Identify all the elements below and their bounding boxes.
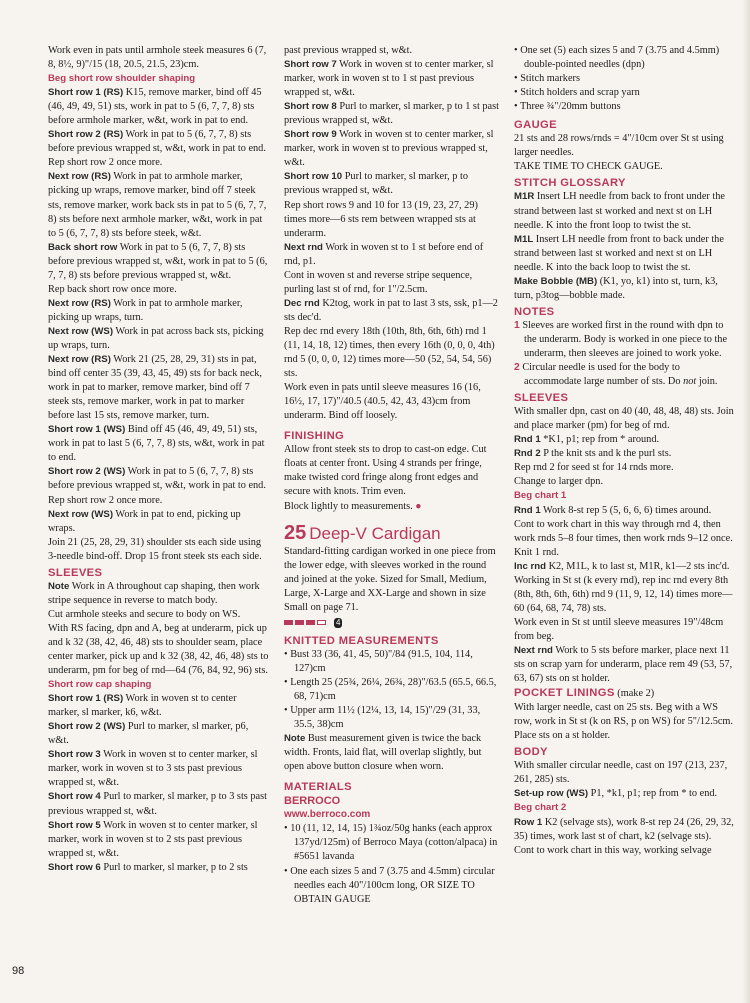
term-label: M1R: [514, 191, 535, 203]
step-label: Next rnd: [284, 241, 323, 253]
paragraph: Rep dec rnd every 18th (10th, 8th, 6th, 6th) rnd 1 (11, 14, 18, 12) times, then every 16th (0, 0, 0, 4th) rnd 5 (0, 0, 0, 12) times more—50 (52, 54, 54, 56) sts.: [284, 325, 495, 380]
step-text: P the knit sts and k the purl sts.: [543, 448, 672, 460]
step-label: Short row 1 (RS): [48, 87, 124, 99]
instruction: [514, 560, 736, 574]
instruction: [48, 241, 270, 283]
paragraph: Working in St st (k every rnd), rep inc rnd every 8th (8th, 8th, 6th, 6th) rnd 9 (11, 9, 12, 14) times more—60 (64, 68, 74, 78) sts.: [514, 574, 733, 614]
block-text: Block lightly to measurements.: [284, 500, 413, 512]
step-text: Work in woven st to center marker, sl marker, work in woven st to previous wrapped st, w&t.: [284, 129, 494, 169]
instruction: [48, 325, 270, 353]
step-text: Work in woven st to 1 st before end of rnd, p1.: [284, 241, 484, 267]
step-text: Purl to marker, sl marker, p to previous wrapped st, w&t.: [284, 171, 468, 197]
paragraph: Work even in pats until sleeve measures 16 (16, 16½, 17, 17)"/40.5 (40.5, 42, 43, 43)cm from underarm. Bind off loosely.: [284, 382, 481, 422]
paragraph: Rep short row 2 once more.: [48, 157, 163, 169]
heading-pocket-linings: POCKET LININGS: [514, 687, 615, 700]
paragraph: With smaller dpn, cast on 40 (40, 48, 48, 48) sts. Join and place marker (pm) for beg of rnd.: [514, 406, 734, 432]
list-text: Stitch holders and scrap yarn: [520, 87, 640, 99]
glossary-item: [514, 233, 736, 275]
instruction: [48, 692, 270, 720]
pattern-title: [284, 522, 502, 545]
step-text: Work in woven st to center marker, sl marker, work in woven st to 3 sts past previous wrapped st, w&t.: [48, 749, 258, 789]
list-text: One set (5) each sizes 5 and 7 (3.75 and 4.5mm) double-pointed needles (dpn): [520, 45, 720, 71]
list-text: Stitch markers: [520, 73, 580, 85]
paragraph: Allow front steek sts to drop to cast-on edge. Cut floats at center front. Using 4 strands per fringe, make twisted cord fringe along front edges and secure with knots. Trim even.: [284, 444, 487, 498]
page-number: 98: [12, 965, 25, 977]
heading-notes: NOTES: [514, 305, 555, 318]
list-item: • Three ¾"/20mm buttons: [514, 101, 621, 113]
step-label: Next row (RS): [48, 297, 111, 309]
step-label: Short row 8: [284, 101, 337, 113]
step-text: K2, M1L, k to last st, M1R, k1—2 sts inc'd.: [548, 560, 730, 572]
instruction: [514, 447, 736, 461]
note-text: Bust measurement given is twice the back width. Fronts, laid flat, will overlap slightly, but open above button closure when worn.: [284, 733, 482, 773]
column-2: [284, 44, 502, 907]
step-text: *K1, p1; rep from * around.: [543, 434, 660, 446]
step-text: K2 (selvage sts), work 8-st rep 24 (26, 29, 32, 35) times, work last st of chart, k2 (selvage sts).: [514, 816, 734, 842]
instruction: [284, 128, 502, 170]
paragraph: past previous wrapped st, w&t.: [284, 45, 413, 56]
paragraph: Work even in pats until armhole steek measures 6 (7, 8, 8½, 9)"/15 (18, 20.5, 21.5, 23)cm.: [48, 45, 267, 71]
difficulty-meter: [284, 618, 502, 628]
list-item: • 10 (11, 12, 14, 15) 1¾oz/50g hanks (each approx 137yd/125m) of Berroco Maya (cotton/alpaca) in #5651 lavanda: [284, 823, 498, 863]
paragraph: Join 21 (25, 28, 29, 31) shoulder sts each side using 3-needle bind-off. Drop 15 front steek sts each side.: [48, 536, 262, 562]
list-item: • Stitch holders and scrap yarn: [514, 87, 640, 99]
brand-name: BERROCO: [284, 795, 341, 808]
instruction: [284, 297, 502, 325]
step-text: Work to 5 sts before marker, place next 11 sts on scrap yarn for underarm, place rem 49 (53, 57, 63, 67) sts on st holder.: [514, 644, 733, 685]
step-label: Short row 4: [48, 791, 101, 803]
note: [48, 580, 270, 608]
step-text: Work in woven st to center marker, sl marker, work in woven st to 1 st past previous wrapped st, w&t.: [284, 59, 494, 99]
subheading-beg-chart-2: Beg chart 2: [514, 802, 567, 814]
column-3: [514, 44, 736, 858]
term-text: Insert LH needle from front to back under the strand between last st worked and next st on LH needle. K into the back loop to twist the st.: [514, 233, 724, 273]
skill-level-badge: 4: [336, 617, 341, 627]
difficulty-segment-icon: [284, 620, 293, 625]
paragraph: With larger needle, cast on 25 sts. Beg with a WS row, work in St st (k on RS, p on WS) for 5"/12.5cm. Place sts on a st holder.: [514, 702, 734, 742]
step-label: Short row 5: [48, 819, 101, 831]
pattern-number: 25: [284, 521, 307, 544]
step-label: Short row 1 (WS): [48, 424, 126, 436]
paragraph: TAKE TIME TO CHECK GAUGE.: [514, 161, 663, 173]
step-text: Work in pat to armhole marker, picking up wraps, turn.: [48, 297, 243, 323]
paragraph: Cont to work chart in this way through rnd 4, then work rnds 5–8 four times, then work rnds 9–12 once. Knit 1 rnd.: [514, 518, 733, 558]
list-item: • Length 25 (25¾, 26¼, 26¾, 28)"/63.5 (65.5, 66.5, 68, 71)cm: [284, 676, 497, 702]
step-text: Work in woven st to center marker, sl marker, work in woven st to 2 sts past previous wrapped st, w&t.: [48, 819, 258, 859]
step-label: Next rnd: [514, 644, 553, 656]
instruction: [514, 504, 736, 518]
term-label: M1L: [514, 233, 534, 245]
list-text: Three ¾"/20mm buttons: [520, 101, 621, 113]
list-text: Length 25 (25¾, 26¼, 26¾, 28)"/63.5 (65.5, 66.5, 68, 71)cm: [290, 676, 497, 702]
term-label: Make Bobble (MB): [514, 275, 598, 287]
step-text: Work in pat to 5 (6, 7, 7, 8) sts before previous wrapped st, w&t, work in pat to 5 (6, 7, 7, 8) sts before previous wrapped st, w&t.: [48, 241, 268, 281]
paragraph: Work even in St st until sleeve measures 19"/48cm from beg.: [514, 616, 724, 642]
paragraph: Rep short row 2 once more.: [48, 494, 163, 506]
step-label: Back short row: [48, 241, 118, 253]
instruction: [284, 100, 502, 128]
paragraph: With RS facing, dpn and A, beg at underarm, pick up and k 32 (38, 42, 46, 48) sts to shoulder seam, place center marker, pick up and k 32 (38, 42, 46, 48) sts to underarm, pm for beg of rnd—64 (76, 84, 92, 96) sts.: [48, 622, 269, 677]
step-label: Next row (RS): [48, 171, 111, 183]
page-edge-shadow: [742, 0, 750, 1003]
pattern-name: Deep-V Cardigan: [309, 523, 441, 543]
heading-sleeves: SLEEVES: [48, 566, 103, 579]
step-label: Short row 2 (RS): [48, 129, 124, 141]
instruction: [48, 720, 270, 748]
paragraph: [284, 500, 502, 514]
heading-measurements: KNITTED MEASUREMENTS: [284, 634, 439, 647]
note-text: Sleeves are worked first in the round with dpn to the underarm. Body is worked in one piece to the underarm, then sleeves are joined to work yoke.: [522, 319, 728, 359]
instruction: [284, 170, 502, 198]
subheading-beg-chart-1: Beg chart 1: [514, 490, 567, 502]
instruction: [48, 170, 270, 240]
instruction: [48, 861, 270, 875]
pocket-make: (make 2): [617, 688, 655, 700]
step-text: K15, remove marker, bind off 45 (46, 49, 49, 51) sts, work in pat to 5 (6, 7, 7, 8) sts before armhole marker, w&t, work in pat to end.: [48, 87, 262, 127]
list-item: • Stitch markers: [514, 73, 580, 85]
note-item: [514, 319, 736, 361]
paragraph: Rep short rows 9 and 10 for 13 (19, 23, 27, 29) times more—6 sts rem between wrapped sts at underarm.: [284, 199, 478, 239]
step-text: Work in pat to armhole marker, picking up wraps, remove marker, bind off 7 steek sts, remove marker, work back sts in pat to 5 (6, 7, 7, 8) sts before next armhole marker, w&t, work in pat to 5 (6, 7, 7, 8) sts before steek, w&t.: [48, 171, 267, 239]
difficulty-segment-icon: [295, 620, 304, 625]
step-label: Inc rnd: [514, 560, 546, 572]
instruction: [514, 787, 736, 801]
paragraph: Rep rnd 2 for seed st for 14 rnds more.: [514, 462, 674, 474]
heading-sleeves: SLEEVES: [514, 392, 569, 405]
instruction: [48, 297, 270, 325]
step-text: Work in pat to end, picking up wraps.: [48, 508, 241, 534]
difficulty-segment-empty-icon: [317, 620, 326, 625]
instruction: [514, 816, 736, 844]
paragraph: Cont to work chart in this way, working selvage: [514, 844, 712, 856]
heading-body: BODY: [514, 746, 548, 759]
pattern-intro: Standard-fitting cardigan worked in one piece from the lower edge, with sleeves worked in the round and joined at the yoke. Sized for Small, Medium, Large, X-Large and XX-Large and shown in size Small on page 71.: [284, 545, 496, 613]
step-label: Short row 9: [284, 129, 337, 141]
step-text: Work 8-st rep 5 (5, 6, 6, 6) times around.: [543, 504, 712, 516]
step-text: Purl to marker, sl marker, p to 3 sts past previous wrapped st, w&t.: [48, 791, 267, 817]
step-label: Row 1: [514, 816, 543, 828]
heading-finishing: FINISHING: [284, 430, 345, 443]
step-text: Work in woven st to center marker, sl marker, k6, w&t.: [48, 693, 237, 719]
step-label: Short row 2 (WS): [48, 466, 126, 478]
step-label: Rnd 1: [514, 504, 541, 516]
step-text: Work in pat to 5 (6, 7, 7, 8) sts before previous wrapped st, w&t, work in pat to end.: [48, 466, 266, 492]
heading-glossary: STITCH GLOSSARY: [514, 177, 626, 190]
note-number: 1: [514, 319, 520, 331]
note-emphasis: not: [683, 376, 697, 388]
instruction: [48, 790, 270, 818]
step-label: Short row 2 (WS): [48, 721, 126, 733]
paragraph: Cont in woven st and reverse stripe sequence, purling last st of rnd, for 1"/2.5cm.: [284, 269, 473, 295]
step-label: Set-up row (WS): [514, 788, 589, 800]
list-item: • One set (5) each sizes 5 and 7 (3.75 and 4.5mm) double-pointed needles (dpn): [514, 45, 720, 71]
step-label: Short row 6: [48, 861, 101, 873]
step-label: Short row 1 (RS): [48, 693, 124, 705]
note-text: Work in A throughout cap shaping, then work stripe sequence in reverse to match body.: [48, 580, 260, 606]
step-label: Short row 7: [284, 59, 337, 71]
brand-url[interactable]: www.berroco.com: [284, 809, 371, 821]
subheading-beg-short-row: Beg short row shoulder shaping: [48, 73, 196, 85]
list-text: Bust 33 (36, 41, 45, 50)"/84 (91.5, 104, 114, 127)cm: [290, 648, 473, 674]
step-label: Rnd 1: [514, 434, 541, 446]
glossary-item: [514, 190, 736, 232]
note: [284, 732, 502, 774]
list-item: • Bust 33 (36, 41, 45, 50)"/84 (91.5, 104, 114, 127)cm: [284, 648, 473, 674]
glossary-item: [514, 275, 736, 303]
step-text: Purl to marker, sl marker, p to 1 st past previous wrapped st, w&t.: [284, 101, 499, 127]
instruction: [284, 58, 502, 100]
paragraph: 21 sts and 28 rows/rnds = 4"/10cm over St st using larger needles.: [514, 133, 724, 159]
instruction: [514, 644, 736, 686]
step-text: Work in pat to 5 (6, 7, 7, 8) sts before previous wrapped st, w&t, work in pat to end.: [48, 129, 266, 155]
heading-gauge: GAUGE: [514, 119, 558, 132]
term-text: Insert LH needle from back to front under the strand between last st worked and next st on LH needle. K into the front loop to twist the st.: [514, 191, 725, 231]
end-bullet-icon: ●: [415, 500, 422, 512]
step-label: Rnd 2: [514, 448, 541, 460]
step-text: Purl to marker, sl marker, p6, w&t.: [48, 721, 249, 747]
instruction: [48, 86, 270, 128]
heading-materials: MATERIALS: [284, 781, 353, 794]
term-text: (K1, yo, k1) into st, turn, k3, turn, p3tog—bobble made.: [514, 275, 718, 301]
list-item: • Upper arm 11½ (12¼, 13, 14, 15)"/29 (31, 33, 35.5, 38)cm: [284, 705, 481, 731]
list-text: One each sizes 5 and 7 (3.75 and 4.5mm) circular needles each 40"/100cm long, OR SIZE TO OBTAIN GAUGE: [290, 865, 495, 905]
paragraph: Cut armhole steeks and secure to body on WS.: [48, 608, 241, 620]
step-text: Work 21 (25, 28, 29, 31) sts in pat, bind off center 35 (39, 43, 45, 49) sts for back neck, work in pat to marker, remove marker, bind off 7 steek sts, remove marker, work in pat to marker before last 15 sts, remove marker, turn.: [48, 354, 262, 422]
note-item: [514, 361, 736, 389]
instruction: [48, 128, 270, 156]
note-label: Note: [48, 580, 70, 592]
step-label: Next row (RS): [48, 354, 111, 366]
step-text: K2tog, work in pat to last 3 sts, ssk, p1—2 sts dec'd.: [284, 297, 498, 323]
instruction: [48, 465, 270, 493]
step-label: Dec rnd: [284, 297, 320, 309]
difficulty-segment-icon: [306, 620, 315, 625]
paragraph: With smaller circular needle, cast on 197 (213, 237, 261, 285) sts.: [514, 760, 728, 786]
paragraph: Rep back short row once more.: [48, 283, 177, 295]
instruction: [514, 433, 736, 447]
instruction: [48, 748, 270, 790]
note-text: join.: [698, 376, 718, 388]
note-label: Note: [284, 733, 306, 745]
pocket-heading: [514, 686, 736, 701]
paragraph: Change to larger dpn.: [514, 476, 604, 488]
step-text: Bind off 45 (46, 49, 49, 51) sts, work in pat to last 5 (6, 7, 7, 8) sts, w&t, work in pat to end.: [48, 424, 265, 464]
step-label: Next row (WS): [48, 508, 114, 520]
step-label: Next row (WS): [48, 325, 114, 337]
subheading-cap-shaping: Short row cap shaping: [48, 679, 152, 691]
step-label: Short row 10: [284, 171, 343, 183]
list-text: Upper arm 11½ (12¼, 13, 14, 15)"/29 (31, 33, 35.5, 38)cm: [290, 705, 481, 731]
step-label: Short row 3: [48, 749, 101, 761]
instruction: [48, 353, 270, 423]
step-text: Work in pat across back sts, picking up wraps, turn.: [48, 325, 264, 351]
instruction: [48, 508, 270, 536]
note-number: 2: [514, 362, 520, 374]
instruction: [48, 423, 270, 465]
step-text: Purl to marker, sl marker, p to 2 sts: [103, 861, 248, 873]
instruction: [284, 241, 502, 269]
step-text: P1, *k1, p1; rep from * to end.: [590, 788, 718, 800]
instruction: [48, 819, 270, 861]
note-text: Circular needle is used for the body to accommodate large number of sts. Do: [522, 362, 681, 388]
column-1: [48, 44, 270, 875]
list-item: • One each sizes 5 and 7 (3.75 and 4.5mm) circular needles each 40"/100cm long, OR SIZE TO OBTAIN GAUGE: [284, 865, 495, 905]
list-text: 10 (11, 12, 14, 15) 1¾oz/50g hanks (each approx 137yd/125m) of Berroco Maya (cotton/alpaca) in #5651 lavanda: [290, 823, 498, 863]
